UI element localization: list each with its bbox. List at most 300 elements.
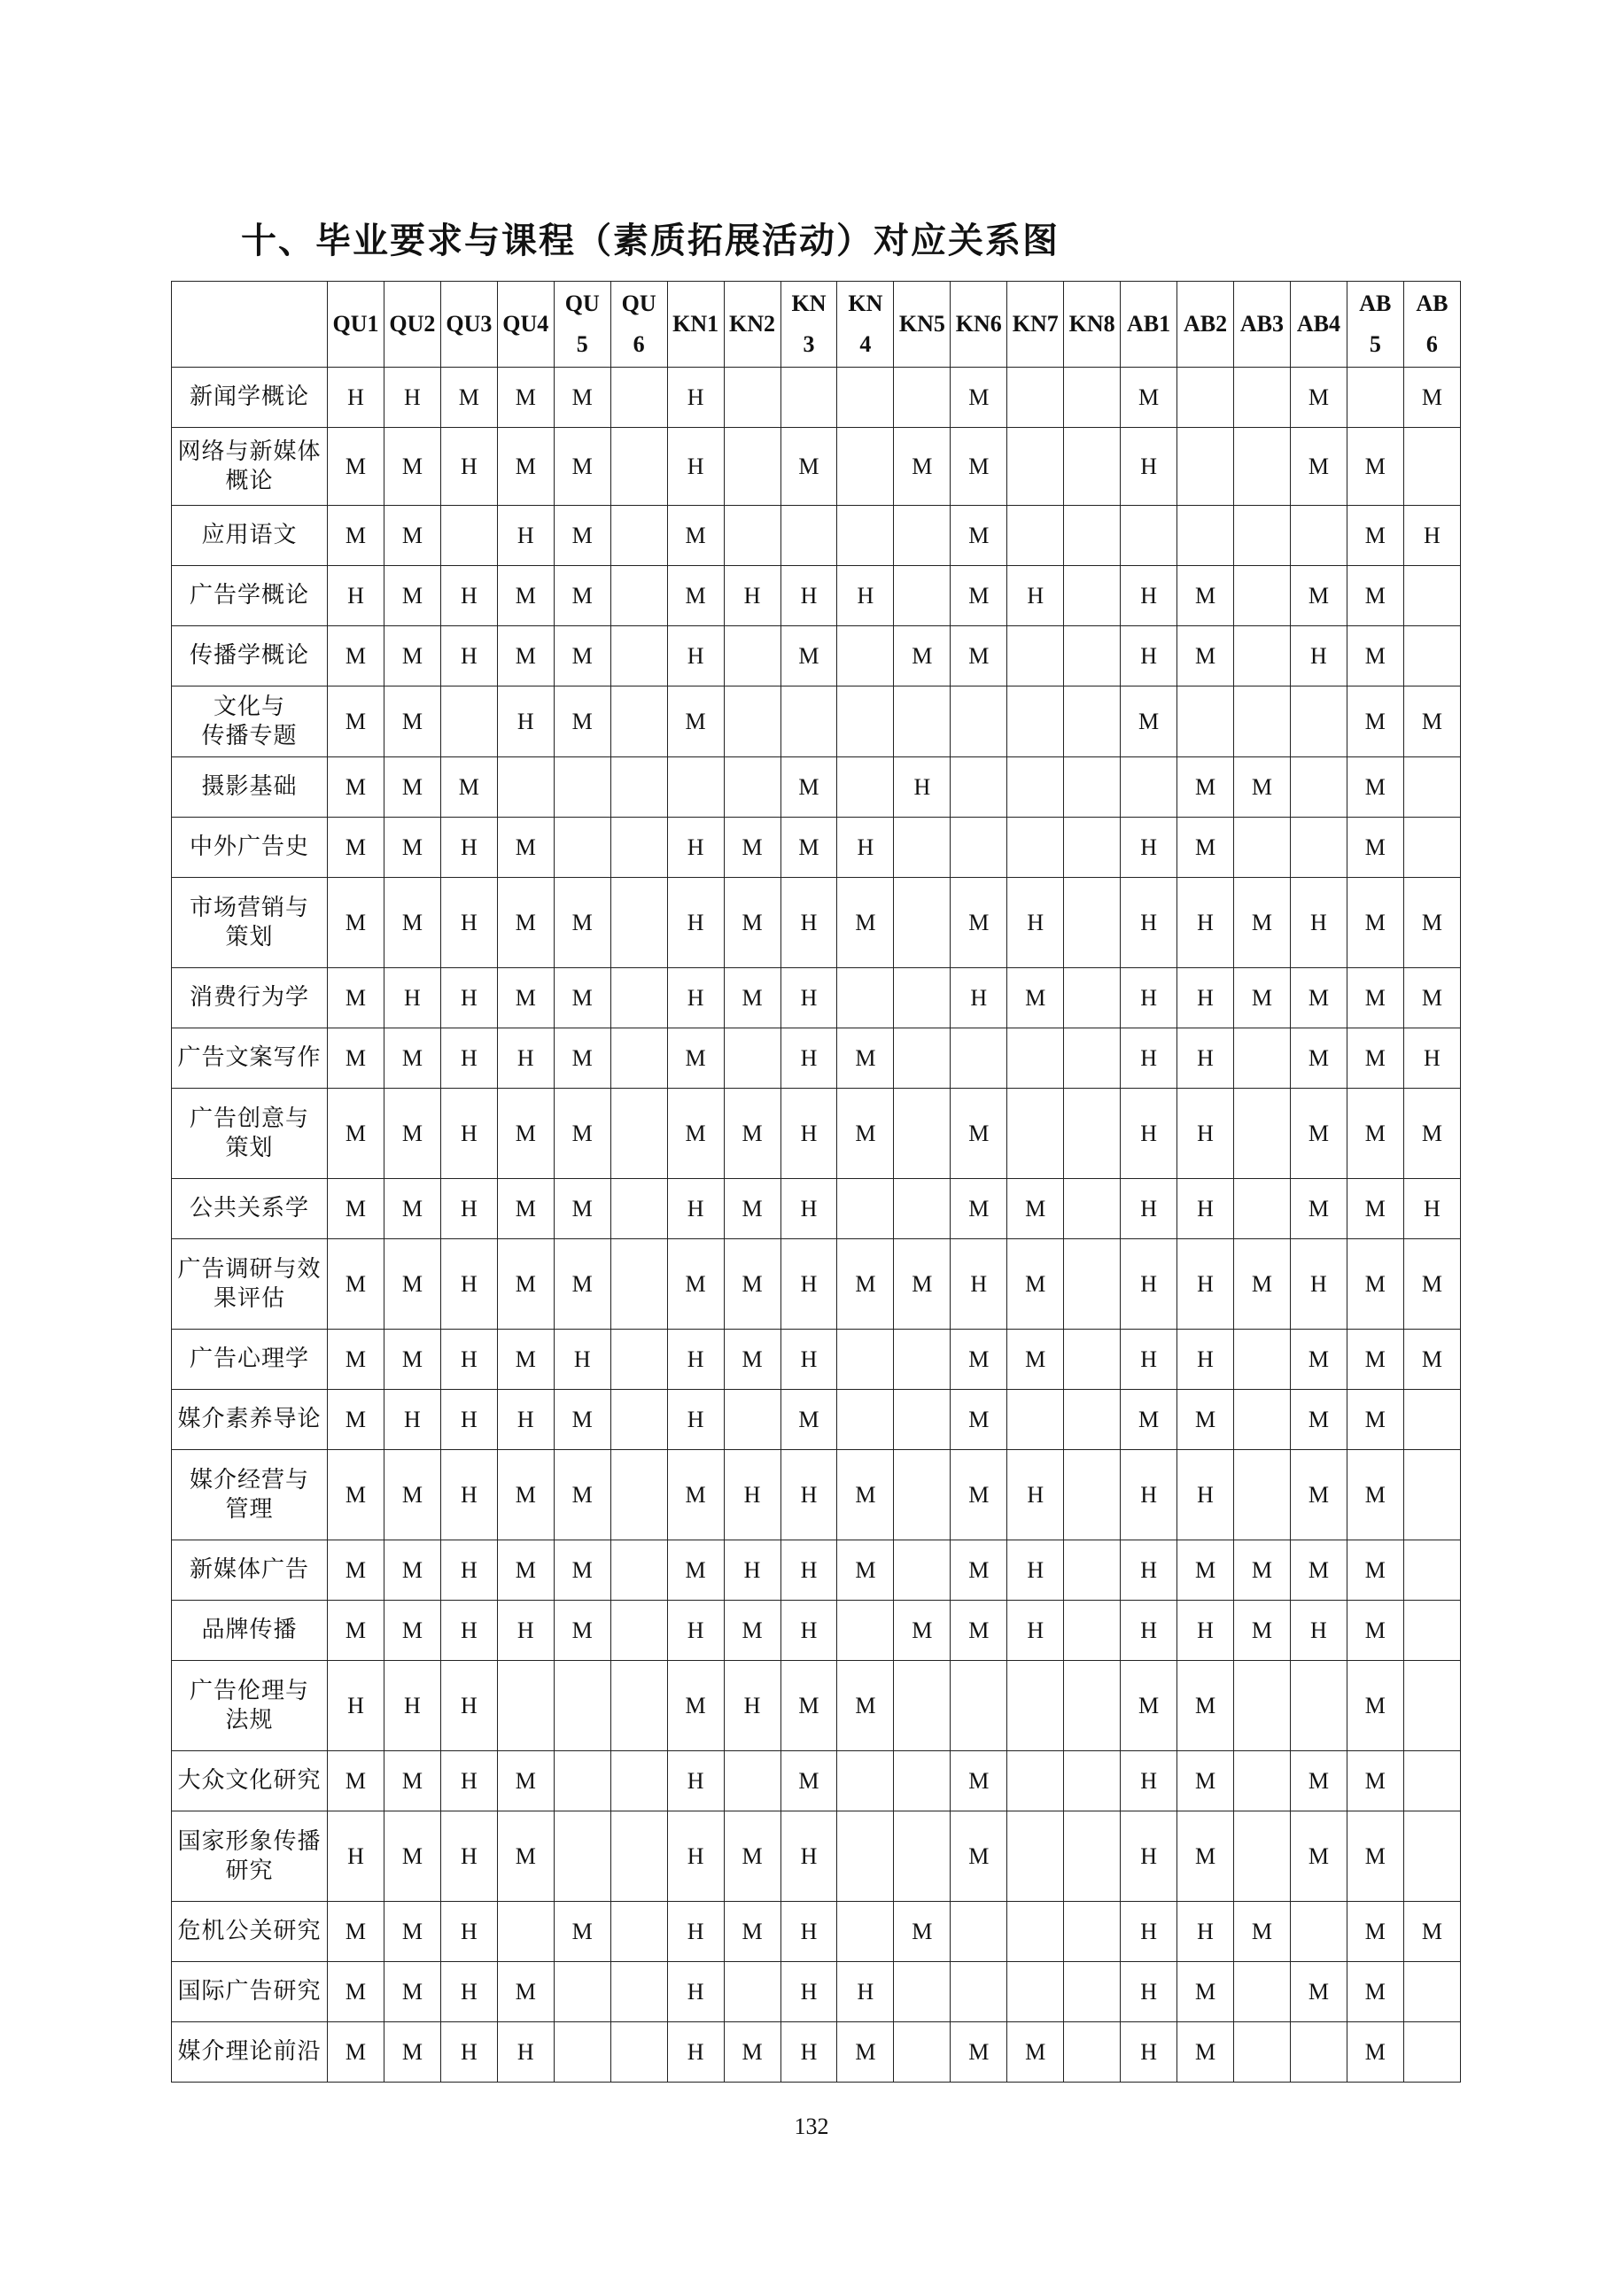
level-cell: H (384, 1390, 440, 1450)
level-cell: H (440, 878, 497, 968)
level-cell: M (951, 1179, 1007, 1239)
level-cell (1177, 506, 1234, 566)
level-cell (610, 506, 667, 566)
level-cell: H (440, 1089, 497, 1179)
level-cell: H (837, 818, 894, 878)
level-cell: M (554, 1540, 610, 1601)
level-cell (1234, 2022, 1291, 2083)
header-cell: QU3 (440, 282, 497, 368)
level-cell (837, 428, 894, 506)
level-cell: H (440, 1390, 497, 1450)
level-cell: H (1007, 1450, 1064, 1540)
level-cell (1007, 1811, 1064, 1902)
header-cell: KN7 (1007, 282, 1064, 368)
level-cell (554, 1811, 610, 1902)
level-cell: M (1234, 1902, 1291, 1962)
level-cell (1064, 566, 1121, 626)
header-cell: AB1 (1121, 282, 1177, 368)
level-cell (610, 1089, 667, 1179)
header-corner-cell (172, 282, 328, 368)
level-cell (1403, 818, 1460, 878)
level-cell (1234, 428, 1291, 506)
level-cell: M (497, 1330, 554, 1390)
level-cell (1234, 1450, 1291, 1540)
level-cell (667, 757, 724, 818)
level-cell: H (1007, 878, 1064, 968)
level-cell (780, 506, 837, 566)
level-cell: M (1347, 1902, 1403, 1962)
level-cell: M (1290, 1450, 1347, 1540)
level-cell: M (554, 1390, 610, 1450)
level-cell: M (1121, 686, 1177, 757)
level-cell: H (780, 1179, 837, 1239)
level-cell: M (1290, 368, 1347, 428)
header-cell: KN 3 (780, 282, 837, 368)
level-cell: M (667, 1239, 724, 1330)
level-cell: M (554, 878, 610, 968)
level-cell (554, 1661, 610, 1751)
level-cell (837, 506, 894, 566)
level-cell: M (497, 1239, 554, 1330)
level-cell: M (328, 1390, 384, 1450)
level-cell: M (1007, 2022, 1064, 2083)
level-cell: H (667, 878, 724, 968)
level-cell: H (780, 1089, 837, 1179)
level-cell (780, 686, 837, 757)
level-cell: H (1121, 1450, 1177, 1540)
level-cell: M (328, 686, 384, 757)
level-cell: M (1290, 1179, 1347, 1239)
level-cell (837, 1811, 894, 1902)
table-row (172, 1661, 1461, 1751)
level-cell: M (497, 1962, 554, 2022)
table-row (172, 566, 1461, 626)
level-cell: H (440, 1450, 497, 1540)
table-row (172, 1601, 1461, 1661)
level-cell (1064, 818, 1121, 878)
level-cell: M (1347, 968, 1403, 1028)
header-row (172, 282, 1461, 368)
level-cell (610, 1179, 667, 1239)
table-row (172, 1089, 1461, 1179)
level-cell: H (667, 818, 724, 878)
level-cell: H (667, 1902, 724, 1962)
level-cell: M (894, 1601, 951, 1661)
level-cell: M (1290, 428, 1347, 506)
level-cell: H (1177, 1902, 1234, 1962)
level-cell: M (1177, 1661, 1234, 1751)
level-cell: H (497, 1601, 554, 1661)
course-name-cell: 市场营销与 策划 (172, 878, 328, 968)
level-cell: H (667, 2022, 724, 2083)
header-cell: QU1 (328, 282, 384, 368)
level-cell: M (384, 1962, 440, 2022)
level-cell: M (497, 1179, 554, 1239)
level-cell: M (1347, 686, 1403, 757)
course-name-cell: 新媒体广告 (172, 1540, 328, 1601)
level-cell: M (554, 368, 610, 428)
level-cell: M (1177, 1390, 1234, 1450)
table-row (172, 1179, 1461, 1239)
level-cell: H (384, 368, 440, 428)
table-row (172, 2022, 1461, 2083)
level-cell: H (837, 1962, 894, 2022)
level-cell: M (440, 757, 497, 818)
level-cell: H (1121, 1089, 1177, 1179)
level-cell: M (328, 1239, 384, 1330)
level-cell: M (497, 368, 554, 428)
level-cell: M (1403, 1902, 1460, 1962)
level-cell: M (384, 757, 440, 818)
level-cell: H (1121, 878, 1177, 968)
level-cell (1234, 1751, 1291, 1811)
level-cell (610, 1962, 667, 2022)
page-title: 十、毕业要求与课程（素质拓展活动）对应关系图 (241, 221, 1060, 261)
level-cell: M (951, 566, 1007, 626)
level-cell (837, 368, 894, 428)
level-cell: M (667, 1661, 724, 1751)
level-cell: M (1403, 968, 1460, 1028)
level-cell: H (1121, 1330, 1177, 1390)
level-cell: M (497, 626, 554, 686)
header-cell: QU2 (384, 282, 440, 368)
level-cell: H (1121, 1540, 1177, 1601)
level-cell (610, 686, 667, 757)
level-cell: M (497, 878, 554, 968)
level-cell: M (1007, 1330, 1064, 1390)
level-cell: M (724, 2022, 780, 2083)
table-row (172, 1390, 1461, 1450)
level-cell (951, 1028, 1007, 1089)
level-cell (894, 1751, 951, 1811)
header-cell: AB3 (1234, 282, 1291, 368)
level-cell (1007, 1962, 1064, 2022)
level-cell (894, 1962, 951, 2022)
level-cell: H (780, 1902, 837, 1962)
level-cell: M (951, 1089, 1007, 1179)
level-cell: M (554, 506, 610, 566)
level-cell (894, 1390, 951, 1450)
level-cell: M (780, 428, 837, 506)
level-cell (1403, 428, 1460, 506)
level-cell: M (1403, 878, 1460, 968)
level-cell (610, 1540, 667, 1601)
level-cell (1290, 1661, 1347, 1751)
level-cell (1064, 757, 1121, 818)
level-cell: H (667, 1179, 724, 1239)
level-cell: H (497, 1028, 554, 1089)
level-cell: H (384, 968, 440, 1028)
level-cell: M (328, 1902, 384, 1962)
level-cell (951, 1962, 1007, 2022)
level-cell (440, 506, 497, 566)
level-cell: M (554, 1239, 610, 1330)
level-cell: H (1403, 506, 1460, 566)
level-cell (1177, 368, 1234, 428)
level-cell (894, 1811, 951, 1902)
level-cell (1403, 566, 1460, 626)
header-cell: KN6 (951, 282, 1007, 368)
level-cell: M (328, 1330, 384, 1390)
level-cell: M (667, 1089, 724, 1179)
level-cell: M (384, 566, 440, 626)
level-cell (837, 1390, 894, 1450)
level-cell: M (837, 1089, 894, 1179)
level-cell: M (384, 1751, 440, 1811)
level-cell (1403, 1751, 1460, 1811)
level-cell (1290, 506, 1347, 566)
level-cell: M (667, 686, 724, 757)
level-cell (1007, 1028, 1064, 1089)
level-cell (1403, 2022, 1460, 2083)
level-cell: H (780, 1811, 837, 1902)
level-cell: M (554, 1179, 610, 1239)
level-cell (1064, 1450, 1121, 1540)
level-cell: M (667, 506, 724, 566)
table-row (172, 1330, 1461, 1390)
level-cell: M (951, 1450, 1007, 1540)
course-name-cell: 大众文化研究 (172, 1751, 328, 1811)
level-cell: H (780, 968, 837, 1028)
level-cell: M (1177, 1540, 1234, 1601)
table-row (172, 1902, 1461, 1962)
level-cell (1007, 368, 1064, 428)
level-cell (894, 818, 951, 878)
level-cell (837, 1751, 894, 1811)
level-cell: M (724, 968, 780, 1028)
level-cell (1007, 818, 1064, 878)
course-name-cell: 国际广告研究 (172, 1962, 328, 2022)
level-cell (1234, 1962, 1291, 2022)
level-cell: M (1347, 1540, 1403, 1601)
level-cell: M (497, 1089, 554, 1179)
level-cell (1290, 686, 1347, 757)
level-cell: M (724, 1089, 780, 1179)
course-name-cell: 品牌传播 (172, 1601, 328, 1661)
level-cell (1177, 686, 1234, 757)
level-cell (1064, 968, 1121, 1028)
level-cell (837, 968, 894, 1028)
level-cell (1064, 626, 1121, 686)
level-cell (894, 1661, 951, 1751)
level-cell: H (780, 566, 837, 626)
level-cell (554, 818, 610, 878)
level-cell: H (440, 1811, 497, 1902)
level-cell: H (1177, 1239, 1234, 1330)
level-cell (724, 1390, 780, 1450)
level-cell: M (951, 1330, 1007, 1390)
level-cell: H (1403, 1179, 1460, 1239)
course-name-cell: 文化与 传播专题 (172, 686, 328, 757)
level-cell: H (667, 1390, 724, 1450)
level-cell (554, 1962, 610, 2022)
course-name-cell: 中外广告史 (172, 818, 328, 878)
level-cell (1064, 2022, 1121, 2083)
level-cell: M (837, 1028, 894, 1089)
level-cell: M (1177, 626, 1234, 686)
level-cell: M (780, 626, 837, 686)
level-cell: H (724, 1661, 780, 1751)
level-cell: H (667, 1330, 724, 1390)
level-cell (1064, 1661, 1121, 1751)
level-cell (1234, 368, 1291, 428)
level-cell: M (1177, 818, 1234, 878)
level-cell: H (1121, 626, 1177, 686)
level-cell: M (724, 878, 780, 968)
level-cell: H (328, 566, 384, 626)
level-cell: H (1121, 428, 1177, 506)
level-cell: H (780, 1450, 837, 1540)
level-cell: H (1177, 1330, 1234, 1390)
level-cell: H (328, 1661, 384, 1751)
level-cell (1064, 1540, 1121, 1601)
level-cell (1064, 368, 1121, 428)
level-cell (894, 968, 951, 1028)
level-cell: M (837, 878, 894, 968)
level-cell (951, 1902, 1007, 1962)
level-cell: H (1177, 878, 1234, 968)
level-cell: M (1177, 1811, 1234, 1902)
level-cell: H (1177, 1089, 1234, 1179)
level-cell: M (554, 566, 610, 626)
level-cell: M (554, 1902, 610, 1962)
level-cell: H (328, 368, 384, 428)
level-cell: M (554, 626, 610, 686)
level-cell: M (667, 566, 724, 626)
level-cell (610, 1450, 667, 1540)
level-cell: H (440, 968, 497, 1028)
level-cell: M (1177, 757, 1234, 818)
level-cell: M (1347, 818, 1403, 878)
level-cell: M (1347, 566, 1403, 626)
level-cell: H (894, 757, 951, 818)
level-cell (610, 1902, 667, 1962)
level-cell: M (780, 1751, 837, 1811)
level-cell: H (497, 1390, 554, 1450)
level-cell: M (1234, 1239, 1291, 1330)
level-cell: M (497, 566, 554, 626)
table-row (172, 1028, 1461, 1089)
level-cell: M (1121, 1661, 1177, 1751)
level-cell: M (328, 1540, 384, 1601)
level-cell: H (1121, 1601, 1177, 1661)
level-cell (1234, 566, 1291, 626)
level-cell (951, 757, 1007, 818)
level-cell (497, 1661, 554, 1751)
level-cell: H (667, 368, 724, 428)
level-cell: M (554, 1450, 610, 1540)
level-cell (610, 878, 667, 968)
level-cell (837, 626, 894, 686)
level-cell (1403, 1540, 1460, 1601)
level-cell: H (440, 1962, 497, 2022)
level-cell: M (1403, 368, 1460, 428)
level-cell: M (328, 1028, 384, 1089)
level-cell: H (1177, 1450, 1234, 1540)
level-cell (724, 368, 780, 428)
level-cell: H (1121, 1962, 1177, 2022)
level-cell (837, 1902, 894, 1962)
level-cell (1234, 1330, 1291, 1390)
level-cell (610, 968, 667, 1028)
table-row (172, 1811, 1461, 1902)
level-cell: M (1347, 1450, 1403, 1540)
level-cell: M (328, 506, 384, 566)
course-name-cell: 媒介经营与 管理 (172, 1450, 328, 1540)
level-cell (894, 878, 951, 968)
level-cell: H (497, 2022, 554, 2083)
header-cell: AB 5 (1347, 282, 1403, 368)
level-cell (894, 1179, 951, 1239)
level-cell (1064, 1390, 1121, 1450)
level-cell (837, 686, 894, 757)
level-cell: M (440, 368, 497, 428)
level-cell: M (837, 2022, 894, 2083)
level-cell (724, 626, 780, 686)
level-cell: H (1007, 1540, 1064, 1601)
course-name-cell: 广告学概论 (172, 566, 328, 626)
level-cell: M (951, 1751, 1007, 1811)
level-cell (1007, 1661, 1064, 1751)
level-cell (1121, 757, 1177, 818)
level-cell: M (1121, 1390, 1177, 1450)
course-name-cell: 广告心理学 (172, 1330, 328, 1390)
level-cell (1064, 1330, 1121, 1390)
level-cell: H (497, 686, 554, 757)
level-cell: H (1177, 1028, 1234, 1089)
level-cell: H (1177, 1179, 1234, 1239)
level-cell: H (724, 566, 780, 626)
level-cell (1007, 1390, 1064, 1450)
course-name-cell: 广告创意与 策划 (172, 1089, 328, 1179)
level-cell: H (1121, 1902, 1177, 1962)
level-cell: M (1403, 1330, 1460, 1390)
level-cell: M (951, 1390, 1007, 1450)
header-cell: KN2 (724, 282, 780, 368)
level-cell (610, 1028, 667, 1089)
level-cell: H (1121, 818, 1177, 878)
level-cell (1064, 428, 1121, 506)
level-cell: M (1290, 968, 1347, 1028)
level-cell: H (554, 1330, 610, 1390)
level-cell: M (724, 1601, 780, 1661)
level-cell: M (780, 818, 837, 878)
level-cell: H (667, 1962, 724, 2022)
header-cell: KN8 (1064, 282, 1121, 368)
level-cell (1234, 506, 1291, 566)
level-cell: H (780, 1540, 837, 1601)
level-cell (1234, 818, 1291, 878)
level-cell: M (1347, 506, 1403, 566)
level-cell: M (667, 1540, 724, 1601)
course-name-cell: 应用语文 (172, 506, 328, 566)
level-cell (837, 1179, 894, 1239)
level-cell: M (837, 1239, 894, 1330)
level-cell: M (1347, 2022, 1403, 2083)
level-cell (1064, 506, 1121, 566)
level-cell (1177, 428, 1234, 506)
level-cell (554, 757, 610, 818)
level-cell: H (1121, 1028, 1177, 1089)
level-cell: M (328, 1179, 384, 1239)
level-cell (724, 506, 780, 566)
course-name-cell: 媒介理论前沿 (172, 2022, 328, 2083)
level-cell (951, 1661, 1007, 1751)
course-name-cell: 消费行为学 (172, 968, 328, 1028)
level-cell: H (1121, 1751, 1177, 1811)
page-number: 132 (794, 2114, 829, 2139)
level-cell: M (497, 428, 554, 506)
